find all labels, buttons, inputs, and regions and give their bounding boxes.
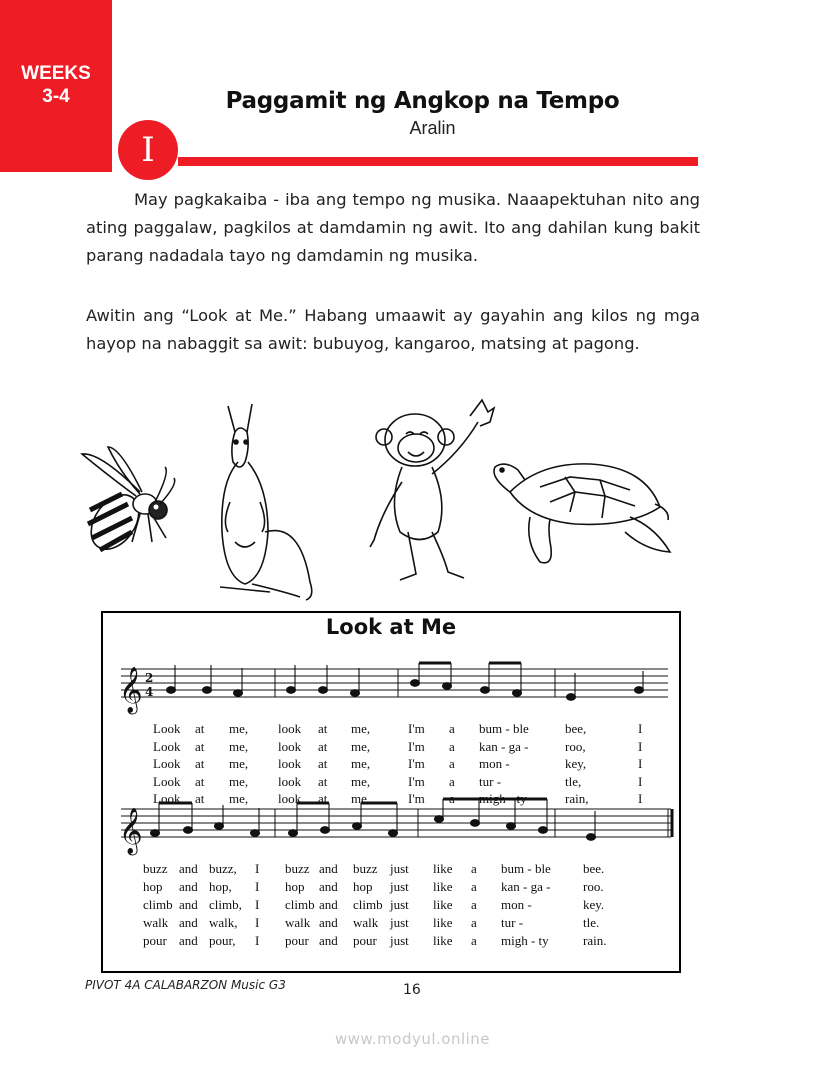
lyric-word: look bbox=[278, 721, 302, 736]
lyric-word: and bbox=[179, 897, 198, 912]
lyric-word: mon - bbox=[501, 897, 532, 912]
lyric-word: like bbox=[433, 861, 453, 876]
staff-2-notes bbox=[151, 799, 596, 840]
lyric-word: look bbox=[278, 756, 302, 771]
lyric-word: hop, bbox=[209, 879, 232, 894]
lyric-word: hop bbox=[353, 879, 373, 894]
lyric-word: me, bbox=[229, 738, 249, 754]
lyric-word: me, bbox=[351, 756, 371, 771]
svg-text:𝄞: 𝄞 bbox=[119, 808, 143, 854]
lyric-word: and bbox=[179, 933, 198, 948]
lyric-word: migh - ty bbox=[501, 933, 549, 948]
lyric-word: and bbox=[179, 861, 198, 876]
lyric-word: pour bbox=[143, 933, 167, 948]
lyric-word: Look bbox=[153, 791, 181, 806]
lyric-word: I'm bbox=[408, 756, 425, 771]
lyric-word: at bbox=[195, 791, 205, 806]
lyric-word: look bbox=[278, 773, 302, 789]
lyric-word: a bbox=[449, 721, 455, 736]
lyric-word: walk bbox=[353, 915, 379, 930]
lyric-word: tle. bbox=[583, 915, 600, 930]
lyric-word: kan - ga - bbox=[501, 879, 551, 894]
lyric-word: me, bbox=[351, 738, 371, 754]
lyric-word: I bbox=[638, 791, 643, 806]
lyric-word: a bbox=[449, 738, 455, 754]
lyric-word: walk, bbox=[209, 915, 238, 930]
lyric-word: Look bbox=[153, 756, 181, 771]
time-signature-bottom: 4 bbox=[145, 685, 154, 699]
lyric-word: and bbox=[319, 915, 338, 930]
lyric-word: and bbox=[319, 879, 338, 894]
lyric-word: a bbox=[449, 756, 455, 771]
lyric-word: key. bbox=[583, 897, 605, 912]
weeks-label: WEEKS bbox=[21, 63, 91, 84]
lyric-word: I'm bbox=[408, 738, 425, 754]
lyric-word: at bbox=[195, 721, 205, 736]
page-number: 16 bbox=[403, 982, 421, 998]
lyric-word: a bbox=[449, 773, 455, 789]
lyric-word: mon - bbox=[479, 756, 510, 771]
lyric-word: buzz bbox=[143, 861, 168, 876]
lyric-word: I'm bbox=[408, 721, 425, 736]
lyric-word: I bbox=[255, 897, 260, 912]
lyric-word: I bbox=[638, 773, 643, 789]
lyric-word: and bbox=[179, 915, 198, 930]
lyric-word: like bbox=[433, 879, 453, 894]
lyric-word: at bbox=[318, 721, 328, 736]
lyric-word: migh - ty bbox=[479, 791, 527, 806]
lyric-word: I bbox=[255, 861, 260, 876]
lyric-word: just bbox=[390, 897, 409, 912]
sheet-music bbox=[101, 611, 681, 973]
lyric-word: Look bbox=[153, 738, 181, 754]
turtle-icon bbox=[494, 464, 670, 563]
lyric-word: just bbox=[390, 933, 409, 948]
lyric-word: pour bbox=[285, 933, 309, 948]
lyric-word: I'm bbox=[408, 773, 425, 789]
footer-source: PIVOT 4A CALABARZON Music G3 bbox=[85, 978, 286, 992]
lyric-word: buzz bbox=[285, 861, 310, 876]
lyric-word: at bbox=[195, 773, 205, 789]
song-title: Look at Me bbox=[325, 615, 457, 639]
lyric-word: me, bbox=[229, 773, 249, 789]
lyric-word: walk bbox=[143, 915, 169, 930]
title-underline bbox=[178, 157, 698, 166]
lyric-word: walk bbox=[285, 915, 311, 930]
lyric-word: a bbox=[471, 861, 477, 876]
lyric-word: a bbox=[471, 915, 477, 930]
lyric-word: and bbox=[319, 897, 338, 912]
lyric-word: hop bbox=[143, 879, 163, 894]
lyric-word: roo, bbox=[565, 738, 586, 754]
lyric-word: at bbox=[318, 791, 328, 806]
animal-illustrations bbox=[70, 392, 710, 607]
lyric-word: just bbox=[390, 915, 409, 930]
lyric-word: and bbox=[179, 879, 198, 894]
time-signature-top: 2 bbox=[145, 671, 154, 685]
lyric-word: at bbox=[195, 756, 205, 771]
lyric-word: roo. bbox=[583, 879, 604, 894]
lyric-word: like bbox=[433, 933, 453, 948]
lyric-word: at bbox=[318, 756, 328, 771]
lyric-word: Look bbox=[153, 721, 181, 736]
lyric-word: a bbox=[471, 933, 477, 948]
lyric-word: bum - ble bbox=[479, 721, 529, 736]
lyric-word: me, bbox=[351, 721, 371, 736]
lyric-word: climb bbox=[143, 897, 173, 912]
lyric-word: tur - bbox=[501, 915, 524, 930]
lyric-word: I bbox=[638, 721, 643, 736]
lyric-word: kan - ga - bbox=[479, 738, 529, 754]
lyric-word: like bbox=[433, 897, 453, 912]
treble-clef-2-icon bbox=[119, 808, 143, 856]
intro-paragraph: May pagkakaiba - iba ang tempo ng musika. Naaapektuhan nito ang ating paggalaw, pagkilos at damdamin ng awit. Ito ang dahilan kung bakit parang nadadala tayo ng damdamin ng musika. bbox=[86, 190, 700, 265]
page-title: Paggamit ng Angkop na Tempo bbox=[225, 88, 620, 114]
lyric-word: climb bbox=[353, 897, 383, 912]
lyric-word: rain. bbox=[583, 933, 607, 948]
weeks-number: 3-4 bbox=[42, 86, 70, 107]
lyric-word: key, bbox=[565, 756, 587, 771]
lyric-word: at bbox=[318, 773, 328, 789]
lyric-word: pour bbox=[353, 933, 377, 948]
lyric-word: I bbox=[638, 756, 643, 771]
page-subtitle: Aralin bbox=[409, 118, 456, 138]
kangaroo-icon bbox=[220, 404, 312, 600]
lyric-word: a bbox=[471, 897, 477, 912]
lyric-word: I bbox=[255, 915, 260, 930]
lyric-word: me, bbox=[229, 791, 249, 806]
lyric-word: pour, bbox=[209, 933, 236, 948]
lyric-word: me, bbox=[351, 791, 371, 806]
watermark: www.modyul.online bbox=[334, 1030, 491, 1048]
lyric-word: me, bbox=[351, 773, 371, 789]
lyric-word: rain, bbox=[565, 791, 589, 806]
lyric-word: I bbox=[638, 738, 643, 754]
lyric-word: bum - ble bbox=[501, 861, 551, 876]
lyric-word: climb, bbox=[209, 897, 242, 912]
lyric-word: just bbox=[390, 879, 409, 894]
lyric-word: look bbox=[278, 738, 302, 754]
lyric-word: me, bbox=[229, 721, 249, 736]
lyric-word: climb bbox=[285, 897, 315, 912]
section-letter-badge: I bbox=[118, 120, 178, 180]
lyric-word: just bbox=[390, 861, 409, 876]
lyric-word: buzz, bbox=[209, 861, 237, 876]
lyric-word: a bbox=[449, 791, 455, 806]
instruction-paragraph: Awitin ang “Look at Me.” Habang umaawit ay gayahin ang kilos ng mga hayop na nabaggit sa awit: bubuyog, kangaroo, matsing at pagong. bbox=[86, 306, 700, 353]
lyric-word: like bbox=[433, 915, 453, 930]
lyric-word: at bbox=[195, 738, 205, 754]
lyric-word: I'm bbox=[408, 791, 425, 806]
lyric-word: and bbox=[319, 861, 338, 876]
lyric-word: tle, bbox=[565, 773, 582, 789]
lyric-word: Look bbox=[153, 773, 181, 789]
lyric-word: bee, bbox=[565, 721, 587, 736]
bee-icon bbox=[81, 447, 174, 558]
lyric-word: a bbox=[471, 879, 477, 894]
lyric-word: look bbox=[278, 791, 302, 806]
monkey-icon bbox=[370, 400, 494, 580]
lyric-word: hop bbox=[285, 879, 305, 894]
lyric-word: at bbox=[318, 738, 328, 754]
treble-clef-icon bbox=[119, 667, 143, 715]
lyric-word: me, bbox=[229, 756, 249, 771]
staff-1 bbox=[121, 669, 668, 697]
lyric-word: buzz bbox=[353, 861, 378, 876]
lyric-word: and bbox=[319, 933, 338, 948]
lyric-word: tur - bbox=[479, 773, 502, 789]
lyric-word: bee. bbox=[583, 861, 605, 876]
weeks-badge bbox=[0, 0, 112, 172]
lyric-word: I bbox=[255, 879, 260, 894]
lyric-word: I bbox=[255, 933, 260, 948]
svg-text:𝄞: 𝄞 bbox=[119, 667, 143, 713]
